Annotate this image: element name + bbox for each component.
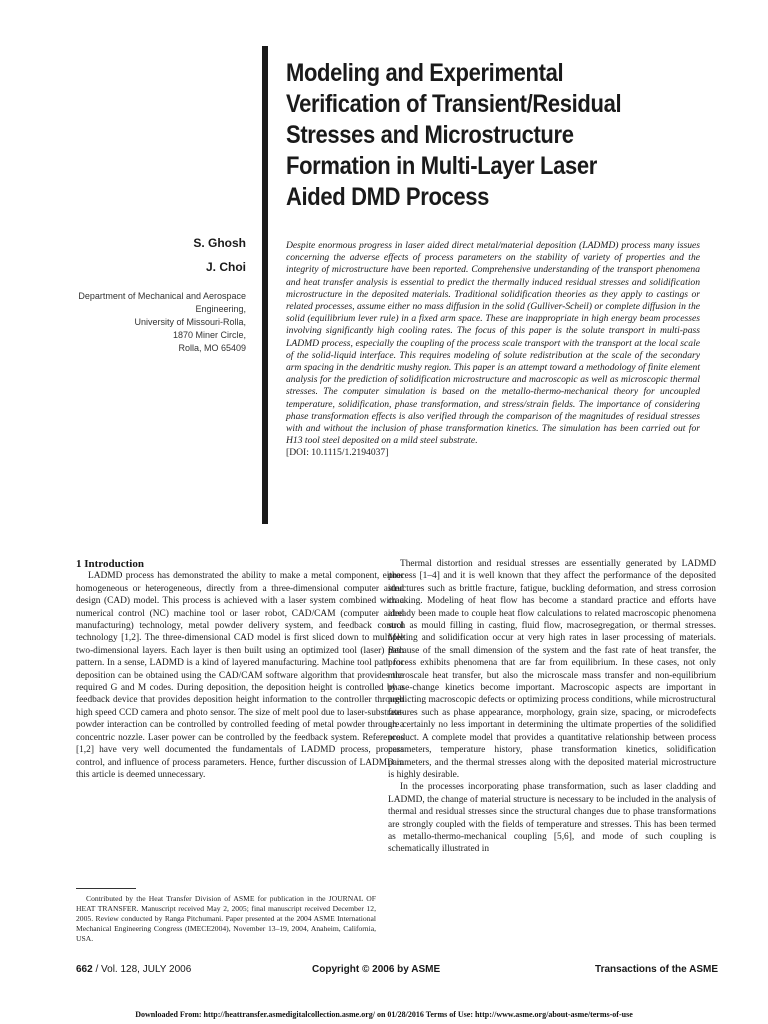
paragraph: Thermal distortion and residual stresses are essentially generated by LADMD process [1–4] and it is well known that they affect the performance of the deposited structures such as brittle fracture, fatigue, buckling deformation, and stress corrosion cracking. Modeling of heat flow has become a standard practice and efforts have already been made to couple heat flow calculations to related macroscopic phenomena such as mould filling in casting, fluid flow, macrosegregation, or thermal stresses. Melting and solidification occur at very high rates in laser processing of materials. Because of the small dimension of the system and the fast rate of heat transfer, the process exhibits phenomena that are far from equilibrium. In these cases, not only microscale heat transfer, but also the microscale mass transfer and non-equilibrium phase-change kinetics become important. Macroscopic aspects are important in predicting macroscopic defects or optimizing process conditions, while microstructural features such as phase appearance, morphology, grain size, spacing, or microdefects are certainly no less important in determining the ultimate properties of the solidified product. A complete model that provides a quantitative relationship between process parameters, temperature history, phase transformation kinetics, solidification parameters, and the thermal stresses along with the deposited material microstructure is highly desirable. (388, 559, 716, 780)
paragraph: In the processes incorporating phase transformation, such as laser cladding and LADMD, the change of material structure is necessary to be included in the analysis of thermal and residual stresses since the structural changes due to phase transformations are strongly coupled with the fields of temperature and stresses. This has been termed as metallo-thermo-mechanical coupling [5,6], and mode of such coupling is schematically illustrated in (388, 782, 716, 855)
title-line: Aided DMD Process (286, 183, 490, 211)
copyright: Copyright © 2006 by ASME (312, 964, 441, 975)
affiliation-line: University of Missouri-Rolla, (134, 317, 246, 327)
footer-page-info (76, 964, 191, 975)
page-number: 662 (76, 964, 93, 975)
affiliation (56, 290, 246, 355)
title-line: Modeling and Experimental (286, 59, 564, 87)
footnote: Contributed by the Heat Transfer Division of ASME for publication in the JOURNAL OF HEAT TRANSFER. Manuscript received May 2, 2005; final manuscript received December 12, 2005. Review conducted by Ranga Pitchumani. Paper presented at the 2004 ASME International Mechanical Engineering Congress (IMECE2004), November 13–19, 2004, Anaheim, California, USA. (76, 894, 376, 943)
right-column (388, 558, 716, 856)
title-line: Formation in Multi-Layer Laser (286, 152, 597, 180)
title-line: Stresses and Microstructure (286, 121, 574, 149)
section-heading: 1 Introduction (76, 558, 144, 570)
affiliation-line: Department of Mechanical and Aerospace (78, 291, 246, 301)
abstract (286, 240, 700, 460)
title-accent-bar (262, 46, 268, 524)
author-name: S. Ghosh (193, 236, 246, 250)
title-line: Verification of Transient/Residual (286, 90, 622, 118)
journal-name: Transactions of the ASME (595, 964, 718, 975)
volume-info: / Vol. 128, JULY 2006 (95, 964, 192, 975)
download-notice: Downloaded From: http://heattransfer.asmedigitalcollection.asme.org/ on 01/28/2016 Terms of Use: http://www.asme.org/about-asme/terms-of-use (135, 1010, 633, 1019)
affiliation-line: Rolla, MO 65409 (178, 343, 246, 353)
doi[interactable]: [DOI: 10.1115/1.2194037] (286, 447, 389, 459)
paper-title (286, 58, 673, 213)
affiliation-line: Engineering, (195, 304, 246, 314)
affiliation-line: 1870 Miner Circle, (172, 330, 246, 340)
page-footer (76, 964, 718, 978)
author-list (193, 236, 246, 284)
abstract-text: Despite enormous progress in laser aided direct metal/material deposition (LADMD) process many issues concerning the adverse effects of process parameters on the stability of variety of properties and the integrity of microstructure have been reported. Comprehensive understanding of the transport phenomena and heat transfer analysis is essential to predict the thermally induced residual stresses and solidification microstructure in the deposited materials. Traditional solidification theories as they apply to castings or related processes, assume either no mass diffusion in the solid (Gulliver-Scheil) or complete diffusion in the solid (equilibrium lever rule) in a fixed arm space. These are inappropriate in high energy beam processes involving significantly high cooling rates. The focus of this paper is the solute transport in multi-pass LADMD process, especially the coupling of the process scale transport with the transport at the local scale of the solid-liquid interface. This requires modeling of solute redistribution at the scale of the secondary arm spacing in the dendritic mushy region. This paper is an attempt toward a methodology of finite element analysis for the prediction of solidification microstructure and macroscopic as well as microscopic thermal stresses. The computer simulation is based on the metallo-thermo-mechanical theory for uncoupled temperature, solidification, phase transformation, and stress/strain fields. The importance of considering phase transformation effects is also verified through the comparison of the magnitudes of residual stresses with and without the inclusion of phase transformation kinetics. The simulation has been carried out for H13 tool steel deposited on a mild steel substrate. (286, 240, 700, 447)
author-name: J. Choi (205, 260, 246, 274)
paragraph: LADMD process has demonstrated the ability to make a metal component, either homogeneous or heterogeneous, directly from a three-dimensional computer aided design (CAD) model. This process is achieved with a laser system combined with a numerical control (NC) machine tool or laser robot, CAD/CAM (computer aided manufacturing) technology, metal powder delivery system, and feedback control technology [1,2]. The three-dimensional CAD model is first sliced down to multiple two-dimensional layers. Each layer is then built using an optimized tool (laser) path pattern. In a sense, LADMD is a kind of layered manufacturing. Machine tool path for deposition can be obtained using the CAD/CAM software algorithm that provides the required G and M codes. During deposition, the deposition height is controlled by a feedback device that provides deposition height information to the controller through high speed CCD camera and photo sensor. The size of melt pool due to laser-substrate-powder interaction can be controlled by controlled feeding of metal powder through a concentric nozzle. Laser power can be controlled by the feedback system. References [1,2] have very well documented the fundamentals of LADMD process, process control, and influence of process parameters. Hence, further discussion of LADMD in this article is deemed unnecessary. (76, 571, 404, 780)
left-column (76, 558, 404, 781)
footnote-divider (76, 888, 136, 889)
